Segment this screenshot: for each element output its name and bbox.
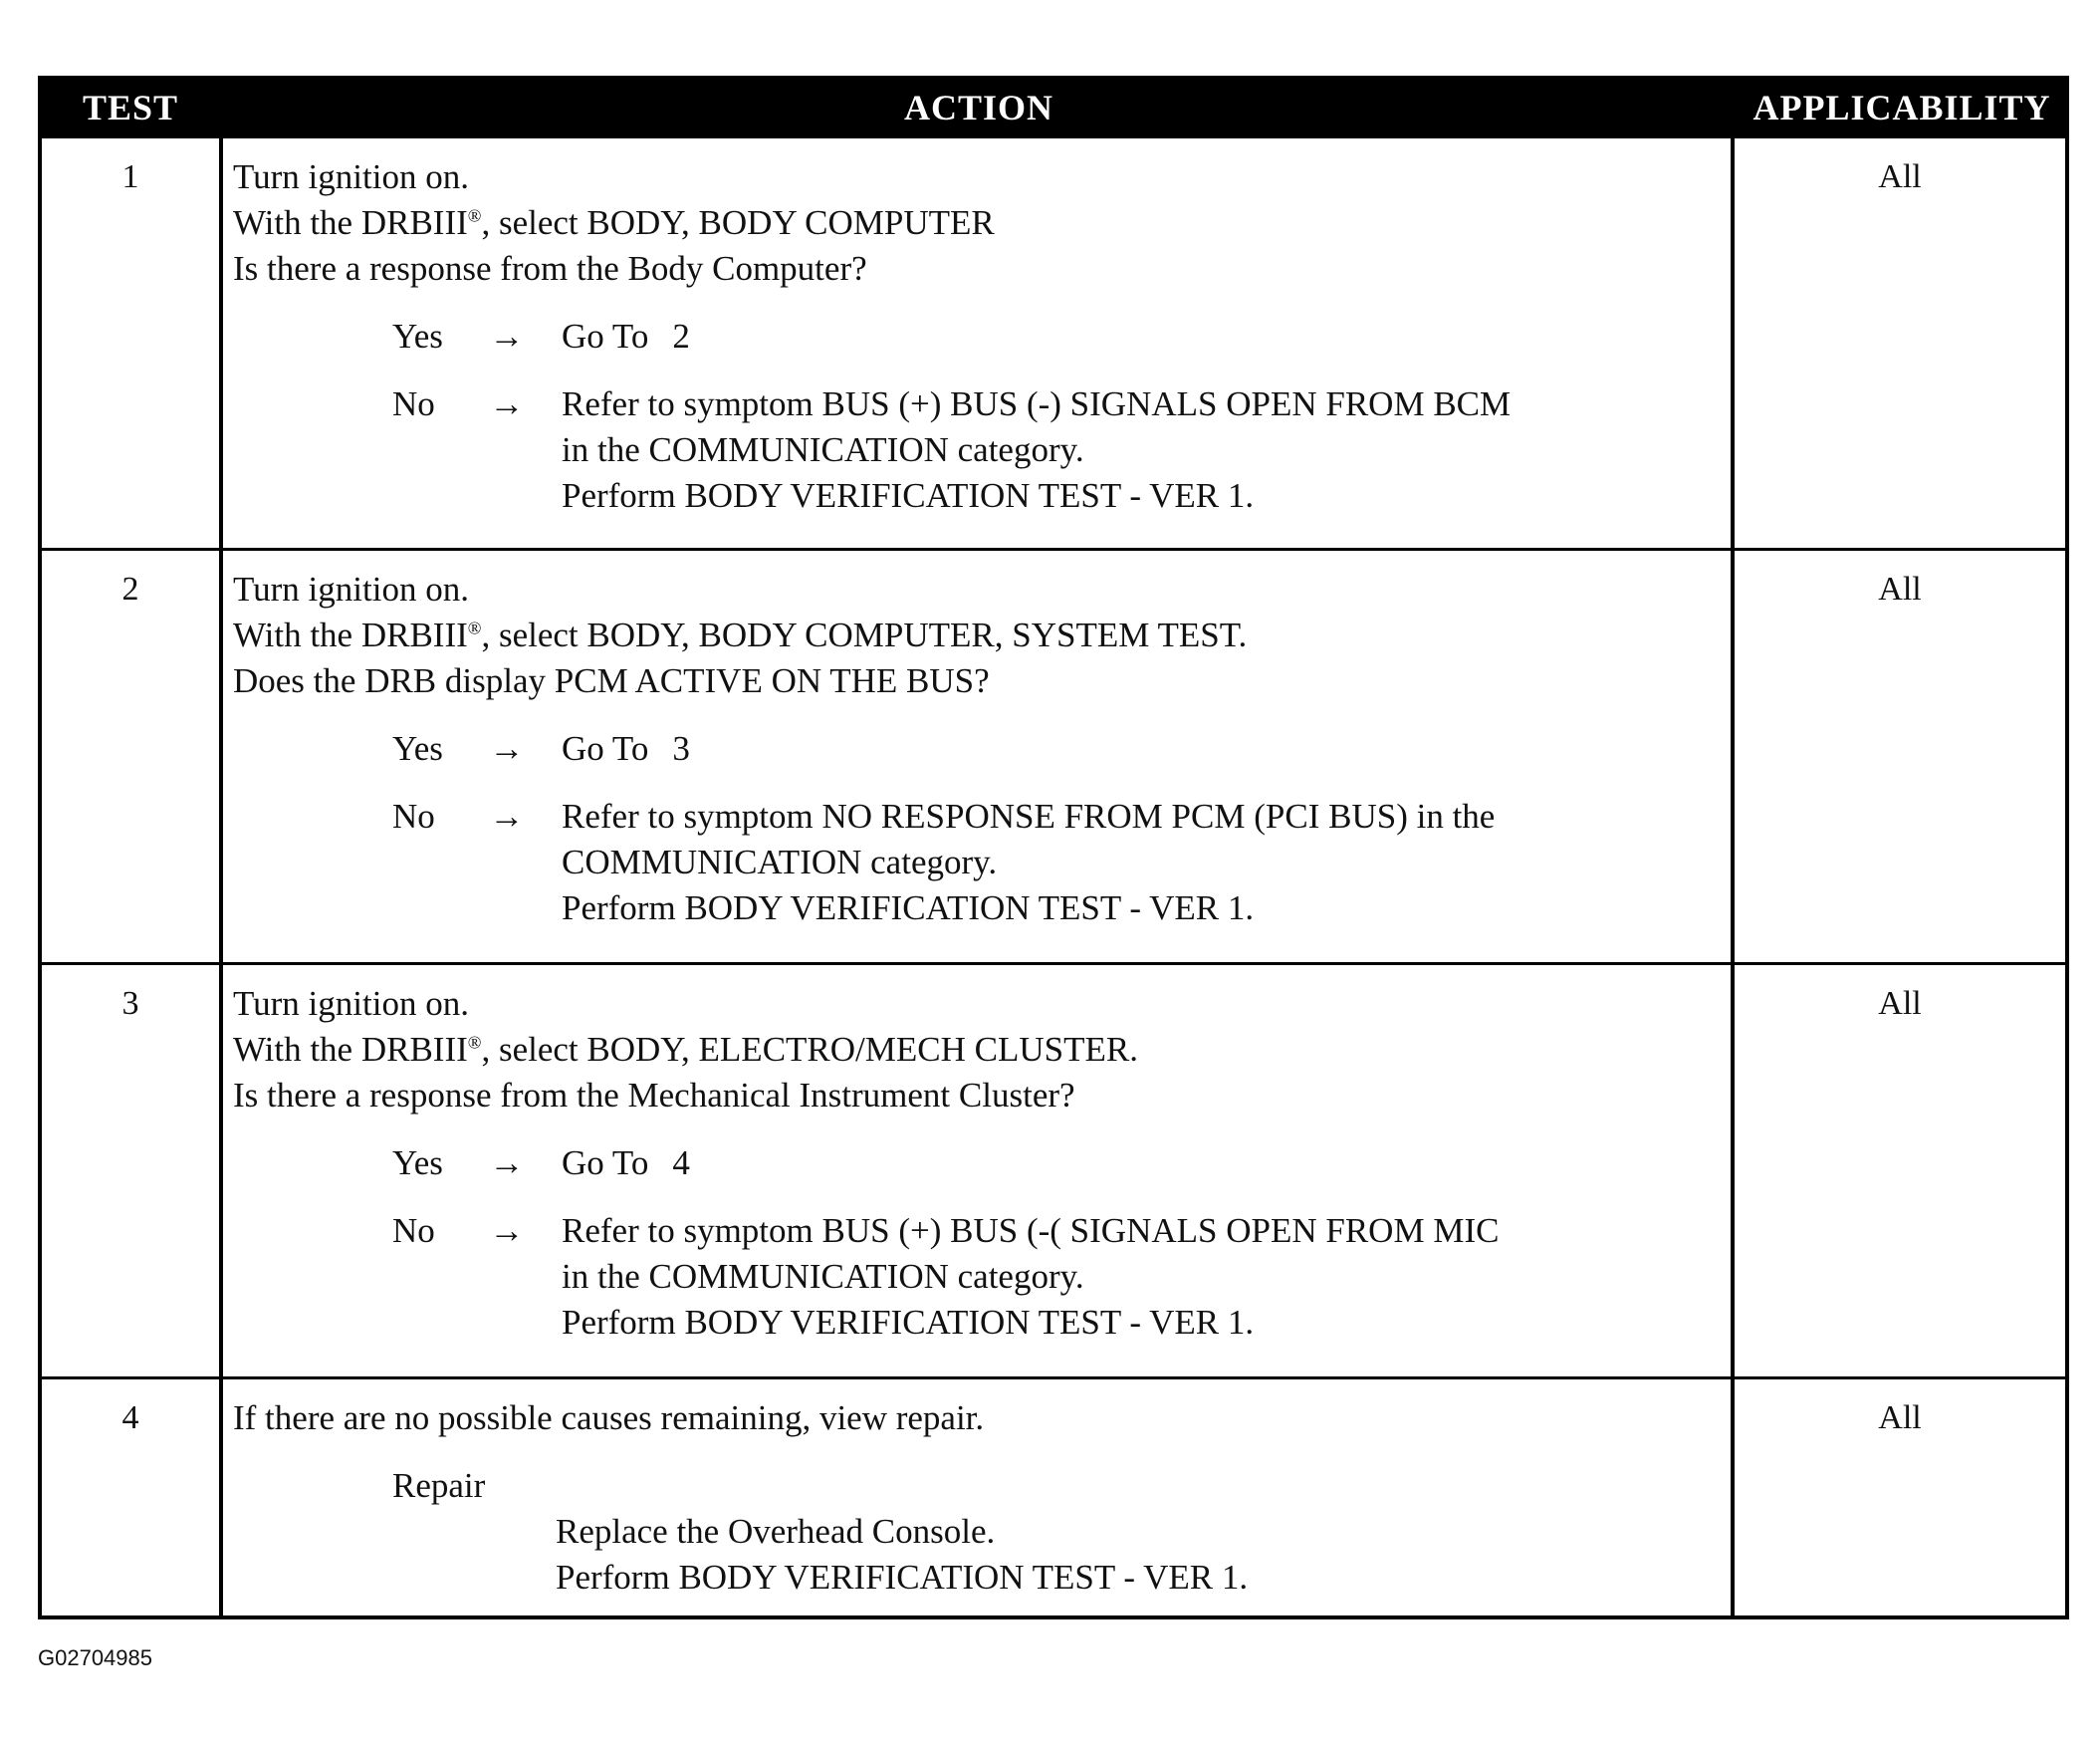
table-row: [42, 962, 2065, 1376]
no-line: in the COMMUNICATION category.: [562, 1257, 1084, 1296]
diagnostic-test-table: [38, 76, 2069, 1619]
action-line: With the DRBIII®, select BODY, BODY COMPUTER, SYSTEM TEST.: [233, 616, 1248, 654]
repair-line: Perform BODY VERIFICATION TEST - VER 1.: [556, 1558, 1249, 1597]
goto-text: Go To: [562, 729, 649, 768]
no-label: No: [392, 384, 435, 423]
action-cell: [219, 138, 1735, 548]
repair-line: Replace the Overhead Console.: [556, 1512, 996, 1551]
yes-branch: [392, 1140, 1731, 1186]
figure-id: G02704985: [38, 1645, 152, 1670]
action-line: Turn ignition on.: [233, 984, 469, 1023]
goto-text: Go To: [562, 317, 649, 356]
arrow-icon: →: [489, 797, 525, 836]
goto-target: 3: [672, 729, 690, 768]
yes-branch: [392, 314, 1731, 360]
registered-mark: ®: [467, 1032, 482, 1053]
goto-text: Go To: [562, 1143, 649, 1182]
repair-block: [392, 1463, 1731, 1601]
table-row: [42, 135, 2065, 548]
action-line: Turn ignition on.: [233, 157, 469, 196]
no-line: Perform BODY VERIFICATION TEST - VER 1.: [562, 1303, 1255, 1342]
no-branch: [392, 794, 1731, 931]
no-line: in the COMMUNICATION category.: [562, 430, 1084, 469]
goto-target: 2: [672, 317, 690, 356]
action-line: With the DRBIII®, select BODY, ELECTRO/MECH CLUSTER.: [233, 1030, 1138, 1069]
arrow-icon: →: [489, 729, 525, 768]
table-row: [42, 1376, 2065, 1615]
no-line: Refer to symptom NO RESPONSE FROM PCM (PCI BUS) in the: [562, 797, 1496, 836]
yes-label: Yes: [392, 317, 443, 356]
action-line: Turn ignition on.: [233, 570, 469, 609]
no-branch: [392, 1208, 1731, 1346]
test-number: 4: [121, 1399, 139, 1436]
action-cell: [219, 965, 1735, 1376]
action-line: If there are no possible causes remaining, view repair.: [233, 1398, 985, 1437]
header-applicability: APPLICABILITY: [1752, 88, 2051, 127]
yes-branch: [392, 726, 1731, 772]
yes-label: Yes: [392, 729, 443, 768]
registered-mark: ®: [467, 205, 482, 226]
applicability-cell: All: [1878, 158, 1922, 195]
arrow-icon: →: [489, 1143, 525, 1182]
action-question: Does the DRB display PCM ACTIVE ON THE BUS?: [233, 661, 990, 700]
yes-label: Yes: [392, 1143, 443, 1182]
no-line: Refer to symptom BUS (+) BUS (-( SIGNALS OPEN FROM MIC: [562, 1211, 1500, 1250]
action-cell: [219, 1379, 1735, 1615]
no-line: COMMUNICATION category.: [562, 843, 998, 881]
table-row: [42, 548, 2065, 962]
no-label: No: [392, 1211, 435, 1250]
registered-mark: ®: [467, 618, 482, 638]
header-action: ACTION: [903, 88, 1054, 127]
table-header: [42, 80, 2065, 135]
test-number: 1: [121, 158, 139, 195]
arrow-icon: →: [489, 1211, 525, 1250]
applicability-cell: All: [1878, 571, 1922, 608]
no-branch: [392, 381, 1731, 519]
action-question: Is there a response from the Mechanical Instrument Cluster?: [233, 1076, 1075, 1115]
action-line: With the DRBIII®, select BODY, BODY COMPUTER: [233, 203, 995, 242]
no-line: Perform BODY VERIFICATION TEST - VER 1.: [562, 476, 1255, 515]
action-question: Is there a response from the Body Computer?: [233, 249, 867, 288]
arrow-icon: →: [489, 384, 525, 423]
test-number: 2: [121, 571, 139, 608]
test-number: 3: [121, 985, 139, 1022]
applicability-cell: All: [1878, 985, 1922, 1022]
repair-label: Repair: [392, 1466, 486, 1505]
no-line: Refer to symptom BUS (+) BUS (-) SIGNALS OPEN FROM BCM: [562, 384, 1512, 423]
no-line: Perform BODY VERIFICATION TEST - VER 1.: [562, 888, 1255, 927]
no-label: No: [392, 797, 435, 836]
arrow-icon: →: [489, 317, 525, 356]
header-test: TEST: [82, 88, 179, 127]
applicability-cell: All: [1878, 1399, 1922, 1436]
goto-target: 4: [672, 1143, 690, 1182]
action-cell: [219, 551, 1735, 962]
